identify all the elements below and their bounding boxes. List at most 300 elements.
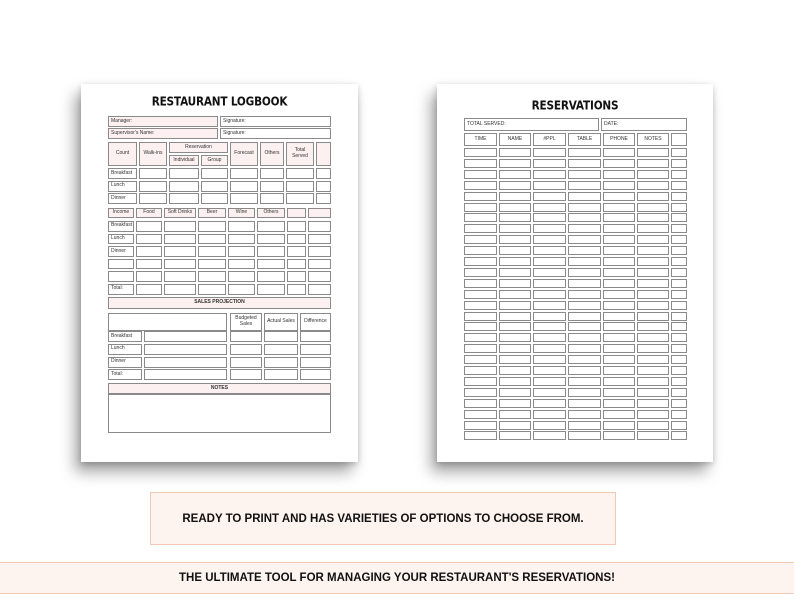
reservation-cell <box>464 388 497 397</box>
reservation-cell <box>533 235 566 244</box>
reservation-cell <box>671 431 687 440</box>
reservation-cell <box>568 344 601 353</box>
reservation-cell <box>464 344 497 353</box>
income-row-label: Breakfast <box>108 221 134 232</box>
reservation-cell <box>637 224 669 233</box>
traffic-cell <box>260 181 284 192</box>
reservation-cell <box>603 322 635 331</box>
reservation-cell <box>568 246 601 255</box>
sales-cell <box>300 344 331 355</box>
reservation-cell <box>603 333 635 342</box>
sales-cell <box>144 357 227 368</box>
reservation-cell <box>533 279 566 288</box>
reservation-column-header: NAME <box>499 133 531 146</box>
reservation-cell <box>568 257 601 266</box>
income-cell <box>308 246 331 257</box>
traffic-row-label: Dinner <box>108 193 137 204</box>
reservation-cell <box>671 410 687 419</box>
reservation-cell <box>533 246 566 255</box>
reservation-cell <box>533 366 566 375</box>
traffic-cell <box>230 193 258 204</box>
reservation-cell <box>533 192 566 201</box>
reservation-cell <box>533 322 566 331</box>
reservation-cell <box>499 322 531 331</box>
sales-header-blank <box>108 313 227 331</box>
reservation-cell <box>603 301 635 310</box>
income-cell <box>198 221 226 232</box>
sales-cell <box>144 344 227 355</box>
reservation-cell <box>671 213 687 222</box>
reservation-cell <box>568 333 601 342</box>
reservation-cell <box>603 246 635 255</box>
sales-cell <box>230 344 262 355</box>
traffic-cell <box>230 181 258 192</box>
income-cell <box>198 284 226 295</box>
restaurant-logbook-page <box>81 84 358 462</box>
reservation-cell <box>464 355 497 364</box>
reservation-cell <box>464 377 497 386</box>
reservation-cell <box>603 355 635 364</box>
reservation-cell <box>671 279 687 288</box>
total-served-header: Total Served <box>286 142 314 166</box>
income-cell <box>257 284 285 295</box>
reservation-cell <box>499 312 531 321</box>
reservation-cell <box>533 203 566 212</box>
reservation-cell <box>603 213 635 222</box>
reservation-cell <box>499 344 531 353</box>
reservation-cell <box>637 235 669 244</box>
reservation-cell <box>499 181 531 190</box>
income-header: Food <box>136 208 162 218</box>
reservation-cell <box>637 421 669 430</box>
income-cell <box>257 221 285 232</box>
income-cell <box>228 259 255 270</box>
reservation-cell <box>603 431 635 440</box>
reservation-cell <box>533 377 566 386</box>
income-cell <box>136 284 162 295</box>
sales-cell <box>230 331 262 342</box>
reservation-cell <box>568 355 601 364</box>
group-header: Group <box>201 155 228 166</box>
traffic-cell <box>139 168 167 179</box>
reservation-cell <box>568 224 601 233</box>
reservation-cell <box>533 181 566 190</box>
reservation-cell <box>671 246 687 255</box>
reservation-cell <box>499 388 531 397</box>
reservation-cell <box>603 388 635 397</box>
reservation-header: Reservation <box>169 142 228 153</box>
sales-cell <box>264 331 298 342</box>
income-cell <box>228 271 255 282</box>
reservation-cell <box>464 421 497 430</box>
reservation-cell <box>637 213 669 222</box>
income-cell <box>308 259 331 270</box>
reservation-cell <box>603 224 635 233</box>
reservation-cell <box>671 290 687 299</box>
income-cell <box>308 271 331 282</box>
reservation-cell <box>671 333 687 342</box>
reservation-cell <box>568 290 601 299</box>
reservation-cell <box>499 333 531 342</box>
reservation-cell <box>603 399 635 408</box>
reservation-cell <box>499 159 531 168</box>
sales-cell <box>300 331 331 342</box>
sales-row-label: Total: <box>108 369 142 380</box>
reservation-cell <box>533 224 566 233</box>
sales-header: Difference <box>300 313 331 331</box>
income-cell <box>228 284 255 295</box>
traffic-cell <box>316 193 331 204</box>
sales-cell <box>264 369 298 380</box>
income-cell <box>164 259 196 270</box>
reservation-cell <box>568 213 601 222</box>
supervisor-field: Supervisor's Name: <box>108 128 218 139</box>
reservation-cell <box>568 399 601 408</box>
reservation-cell <box>637 333 669 342</box>
reservation-cell <box>637 290 669 299</box>
reservation-cell <box>637 301 669 310</box>
sales-row-label: Breakfast <box>108 331 142 342</box>
income-header: Soft Drinks <box>164 208 196 218</box>
reservation-cell <box>533 388 566 397</box>
reservation-cell <box>533 431 566 440</box>
traffic-cell <box>139 193 167 204</box>
reservation-cell <box>637 170 669 179</box>
traffic-cell <box>169 181 199 192</box>
reservation-cell <box>499 301 531 310</box>
reservation-cell <box>499 246 531 255</box>
reservation-cell <box>464 235 497 244</box>
reservation-cell <box>464 246 497 255</box>
traffic-cell <box>316 181 331 192</box>
income-cell <box>136 259 162 270</box>
reservation-cell <box>637 257 669 266</box>
reservation-cell <box>637 192 669 201</box>
ultimate-tool-banner: THE ULTIMATE TOOL FOR MANAGING YOUR RESTAURANT'S RESERVATIONS! <box>0 562 794 594</box>
reservation-cell <box>603 421 635 430</box>
reservation-cell <box>671 203 687 212</box>
traffic-cell <box>316 168 331 179</box>
reservation-cell <box>603 366 635 375</box>
reservation-cell <box>568 421 601 430</box>
reservation-cell <box>533 312 566 321</box>
reservation-cell <box>637 312 669 321</box>
reservation-cell <box>533 355 566 364</box>
reservation-cell <box>499 355 531 364</box>
income-header: Others <box>257 208 285 218</box>
reservation-cell <box>568 377 601 386</box>
reservation-cell <box>603 203 635 212</box>
reservation-cell <box>499 421 531 430</box>
income-cell <box>228 221 255 232</box>
reservation-cell <box>637 322 669 331</box>
sales-cell <box>144 369 227 380</box>
reservation-cell <box>671 235 687 244</box>
reservation-cell <box>533 301 566 310</box>
income-cell <box>198 259 226 270</box>
income-cell <box>136 221 162 232</box>
reservation-cell <box>568 159 601 168</box>
sales-row-label: Dinner <box>108 357 142 368</box>
reservation-cell <box>671 268 687 277</box>
walk-ins-header: Walk-ins <box>139 142 167 166</box>
reservation-cell <box>671 159 687 168</box>
reservation-cell <box>603 159 635 168</box>
traffic-cell <box>201 181 228 192</box>
manager-field: Manager: <box>108 116 218 127</box>
reservation-cell <box>671 148 687 157</box>
traffic-cell <box>286 168 314 179</box>
reservation-cell <box>464 366 497 375</box>
traffic-cell <box>139 181 167 192</box>
reservation-cell <box>464 268 497 277</box>
reservation-column-header: #PPL <box>533 133 566 146</box>
reservation-cell <box>568 410 601 419</box>
reservation-cell <box>671 421 687 430</box>
income-cell <box>308 284 331 295</box>
reservation-cell <box>464 213 497 222</box>
traffic-cell <box>230 168 258 179</box>
reservation-cell <box>533 170 566 179</box>
traffic-cell <box>169 168 199 179</box>
income-cell <box>164 221 196 232</box>
reservation-cell <box>464 290 497 299</box>
reservation-cell <box>464 257 497 266</box>
income-cell <box>257 259 285 270</box>
reservation-cell <box>499 431 531 440</box>
income-cell <box>228 246 255 257</box>
reservation-cell <box>499 290 531 299</box>
income-header: Beer <box>198 208 226 218</box>
reservation-cell <box>533 148 566 157</box>
reservation-cell <box>671 224 687 233</box>
income-cell <box>287 234 306 245</box>
reservation-cell <box>464 181 497 190</box>
sales-cell <box>144 331 227 342</box>
reservation-cell <box>533 410 566 419</box>
reservation-cell <box>671 170 687 179</box>
reservation-cell <box>499 366 531 375</box>
reservation-cell <box>671 257 687 266</box>
reservation-cell <box>499 192 531 201</box>
reservation-cell <box>464 279 497 288</box>
sales-cell <box>264 344 298 355</box>
reservation-cell <box>671 344 687 353</box>
reservation-cell <box>637 181 669 190</box>
reservation-cell <box>499 203 531 212</box>
sales-header: Actual Sales <box>264 313 298 331</box>
reservation-cell <box>464 170 497 179</box>
reservation-cell <box>568 192 601 201</box>
income-cell <box>287 284 306 295</box>
count-header: Count <box>108 142 137 166</box>
income-cell <box>136 271 162 282</box>
reservation-cell <box>533 333 566 342</box>
reservation-cell <box>464 322 497 331</box>
income-cell <box>308 221 331 232</box>
reservation-cell <box>499 377 531 386</box>
reservation-cell <box>671 301 687 310</box>
reservation-cell <box>671 366 687 375</box>
ready-to-print-banner: READY TO PRINT AND HAS VARIETIES OF OPTIONS TO CHOOSE FROM. <box>150 492 616 545</box>
reservation-cell <box>568 279 601 288</box>
reservation-cell <box>533 290 566 299</box>
reservation-column-header <box>671 133 687 146</box>
reservation-cell <box>499 213 531 222</box>
reservation-cell <box>568 431 601 440</box>
reservation-cell <box>671 192 687 201</box>
reservation-cell <box>533 421 566 430</box>
income-row-label <box>108 271 134 282</box>
reservation-cell <box>499 279 531 288</box>
reservation-cell <box>603 192 635 201</box>
traffic-cell <box>286 181 314 192</box>
reservation-cell <box>464 410 497 419</box>
reservation-cell <box>499 399 531 408</box>
reservation-cell <box>637 431 669 440</box>
sales-header: Budgeted Sales <box>230 313 262 331</box>
income-header: Wine <box>228 208 255 218</box>
reservation-cell <box>637 246 669 255</box>
income-row-label: Total: <box>108 284 134 295</box>
reservation-cell <box>499 170 531 179</box>
reservation-cell <box>637 355 669 364</box>
reservation-cell <box>671 355 687 364</box>
sales-cell <box>230 369 262 380</box>
income-row-label <box>108 259 134 270</box>
reservation-cell <box>568 148 601 157</box>
income-cell <box>164 271 196 282</box>
sales-cell <box>230 357 262 368</box>
logbook-title: RESTAURANT LOGBOOK <box>151 95 288 109</box>
reservation-cell <box>603 279 635 288</box>
reservation-cell <box>533 213 566 222</box>
reservation-cell <box>637 366 669 375</box>
reservation-cell <box>568 235 601 244</box>
reservation-column-header: NOTES <box>637 133 669 146</box>
reservation-cell <box>603 148 635 157</box>
reservation-cell <box>671 399 687 408</box>
reservation-cell <box>568 322 601 331</box>
income-cell <box>164 246 196 257</box>
income-header <box>308 208 331 218</box>
reservation-cell <box>637 410 669 419</box>
date-field: DATE: <box>601 118 687 131</box>
reservation-cell <box>464 192 497 201</box>
income-header <box>287 208 306 218</box>
reservation-cell <box>568 366 601 375</box>
traffic-cell <box>201 168 228 179</box>
traffic-cell <box>260 168 284 179</box>
reservation-cell <box>568 181 601 190</box>
reservation-cell <box>533 257 566 266</box>
income-row-label: Lunch <box>108 234 134 245</box>
reservation-cell <box>568 170 601 179</box>
reservation-cell <box>464 431 497 440</box>
income-cell <box>287 259 306 270</box>
reservation-cell <box>464 301 497 310</box>
traffic-cell <box>201 193 228 204</box>
reservation-cell <box>603 181 635 190</box>
reservation-cell <box>637 344 669 353</box>
sales-cell <box>264 357 298 368</box>
reservation-cell <box>671 181 687 190</box>
reservation-cell <box>671 322 687 331</box>
reservation-cell <box>533 399 566 408</box>
income-cell <box>136 234 162 245</box>
income-cell <box>308 234 331 245</box>
reservation-cell <box>499 224 531 233</box>
reservation-cell <box>568 388 601 397</box>
reservation-column-header: TABLE <box>568 133 601 146</box>
reservation-cell <box>533 268 566 277</box>
reservation-cell <box>568 268 601 277</box>
reservation-cell <box>464 224 497 233</box>
income-cell <box>257 234 285 245</box>
income-cell <box>164 284 196 295</box>
total-served-field: TOTAL SERVED: <box>464 118 599 131</box>
reservation-cell <box>464 203 497 212</box>
sales-row-label: Lunch <box>108 344 142 355</box>
reservation-cell <box>637 148 669 157</box>
reservation-cell <box>603 377 635 386</box>
reservation-cell <box>499 257 531 266</box>
reservation-cell <box>603 410 635 419</box>
reservation-cell <box>637 399 669 408</box>
sales-projection-title: SALES PROJECTION <box>108 297 331 309</box>
reservation-cell <box>464 312 497 321</box>
income-cell <box>287 271 306 282</box>
income-cell <box>257 271 285 282</box>
notes-title: NOTES <box>108 383 331 394</box>
reservation-cell <box>533 159 566 168</box>
reservation-cell <box>568 203 601 212</box>
reservation-column-header: TIME <box>464 133 497 146</box>
reservation-cell <box>568 312 601 321</box>
reservation-cell <box>603 344 635 353</box>
reservations-page <box>437 84 713 462</box>
traffic-cell <box>169 193 199 204</box>
traffic-cell <box>260 193 284 204</box>
income-cell <box>136 246 162 257</box>
income-header: Income <box>108 208 134 218</box>
traffic-cell <box>286 193 314 204</box>
reservation-cell <box>464 333 497 342</box>
reservation-cell <box>603 257 635 266</box>
reservation-cell <box>637 279 669 288</box>
reservation-cell <box>637 377 669 386</box>
income-cell <box>287 246 306 257</box>
reservation-cell <box>603 170 635 179</box>
individual-header: Individual <box>169 155 199 166</box>
income-cell <box>198 246 226 257</box>
reservation-cell <box>464 148 497 157</box>
reservation-cell <box>637 203 669 212</box>
income-cell <box>287 221 306 232</box>
extra-header <box>316 142 331 166</box>
reservation-cell <box>637 268 669 277</box>
reservation-cell <box>499 410 531 419</box>
reservation-cell <box>671 377 687 386</box>
traffic-row-label: Lunch <box>108 181 137 192</box>
reservation-column-header: PHONE <box>603 133 635 146</box>
reservation-cell <box>499 235 531 244</box>
reservation-cell <box>603 235 635 244</box>
income-cell <box>228 234 255 245</box>
reservation-cell <box>671 388 687 397</box>
reservation-cell <box>603 268 635 277</box>
forecast-header: Forecast <box>230 142 258 166</box>
